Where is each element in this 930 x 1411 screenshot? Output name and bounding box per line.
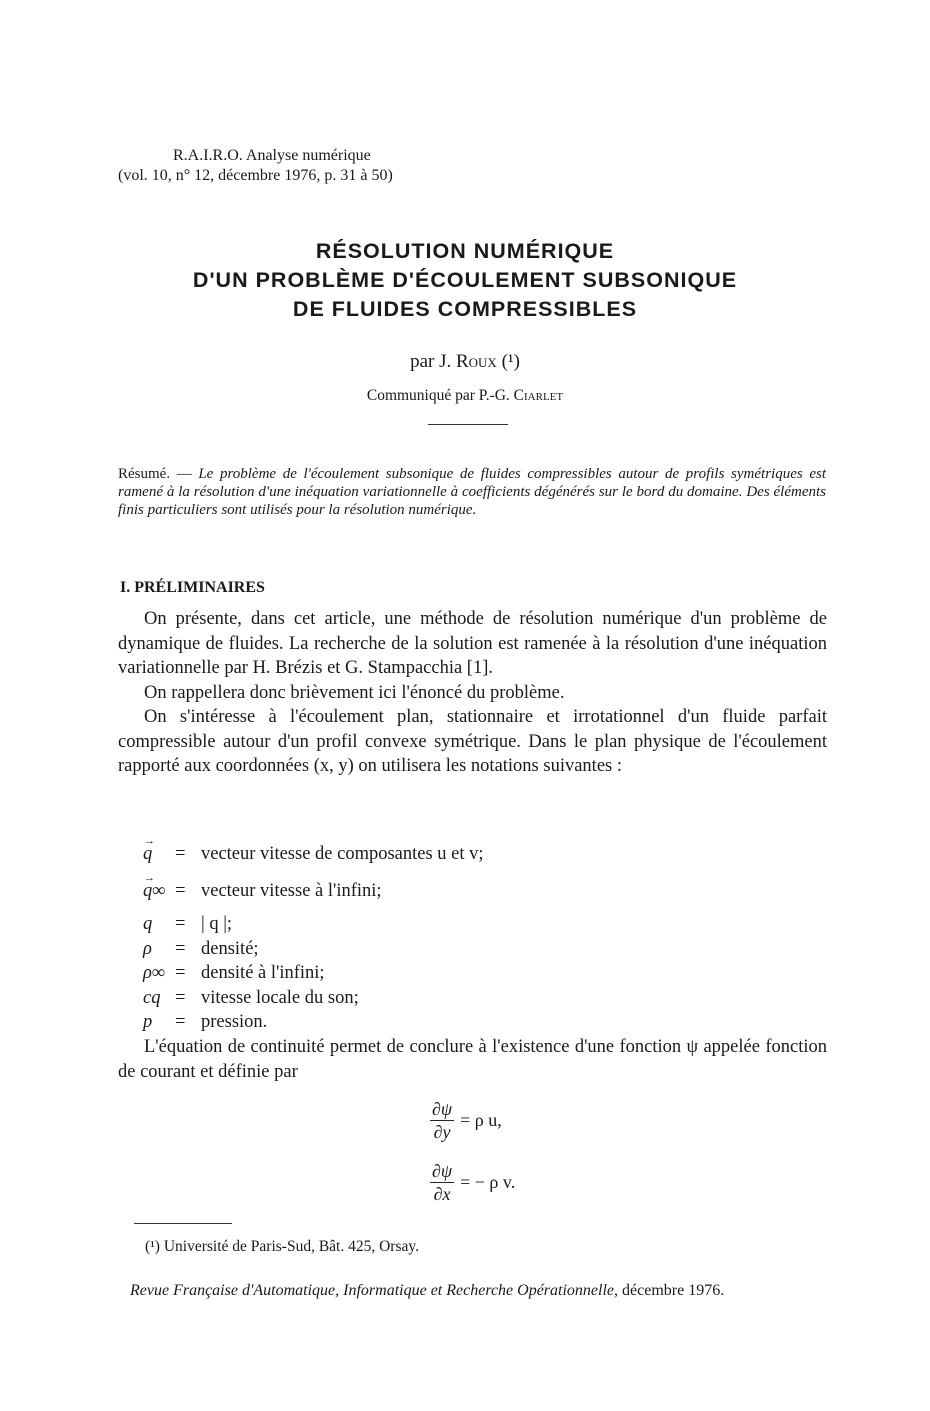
communicated-name: Ciarlet [513, 387, 564, 404]
footer-date: décembre 1976. [618, 1282, 725, 1299]
running-footer [130, 1281, 833, 1301]
footnote: (¹) Université de Paris-Sud, Bât. 425, Orsay. [145, 1238, 419, 1255]
abstract [118, 465, 826, 519]
notation-symbol: ρ [143, 938, 152, 959]
paragraph-4: L'équation de continuité permet de conclure à l'existence d'une fonction ψ appelée fonction de courant et définie par [118, 1037, 827, 1082]
paper-title [0, 237, 930, 324]
paragraph-2: On rappellera donc brièvement ici l'énoncé du problème. [144, 682, 565, 703]
notation-equals: = [175, 1012, 186, 1032]
notation-desc: densité à l'infini; [201, 963, 325, 983]
notation-symbol: p [143, 1012, 153, 1032]
fraction-numerator: ∂ψ [432, 1161, 453, 1181]
footnote-divider [134, 1223, 232, 1224]
notation-desc: densité; [201, 938, 259, 959]
author-name: Roux [455, 351, 497, 372]
paragraph-1: On présente, dans cet article, une méthode de résolution numérique d'un problème de dynamique de fluides. La recherche de la solution est ramenée à la résolution d'une inéquation variationnelle par H. Brézis et G. Stampacchia [1]. [118, 609, 827, 678]
body-text-continued [118, 1035, 827, 1084]
journal-line-1: R.A.I.R.O. Analyse numérique [173, 147, 371, 164]
notation-row [143, 912, 484, 937]
title-line-1: RÉSOLUTION NUMÉRIQUE [315, 239, 615, 263]
notation-desc: vecteur vitesse à l'infini; [201, 881, 382, 901]
equation-fraction [430, 1160, 454, 1205]
title-line-2: D'UN PROBLÈME D'ÉCOULEMENT SUBSONIQUE [192, 268, 738, 292]
author-footnote-mark: (¹) [501, 351, 520, 372]
notation-equals: = [175, 987, 186, 1008]
notation-symbol: → q∞ [143, 879, 175, 912]
notation-desc: | q |; [201, 914, 233, 934]
title-line-3: DE FLUIDES COMPRESSIBLES [292, 297, 638, 321]
author-line [0, 350, 930, 374]
equation-rhs: = − ρ v. [460, 1172, 516, 1192]
notation-equals: = [175, 963, 186, 983]
notation-row [143, 986, 484, 1011]
journal-line-2: (vol. 10, n° 12, décembre 1976, p. 31 à 50) [118, 167, 393, 184]
notation-desc: pression. [201, 1012, 268, 1032]
journal-reference [118, 146, 393, 186]
fraction-numerator: ∂ψ [432, 1099, 453, 1119]
notation-row [143, 961, 484, 986]
notation-equals: = [175, 881, 186, 901]
author-prefix: par J. [410, 351, 456, 372]
notation-row [143, 1010, 484, 1035]
notation-list [143, 838, 484, 1035]
equation-fraction [430, 1098, 454, 1143]
notation-symbol: → q [143, 842, 175, 875]
notation-equals: = [175, 844, 186, 864]
notation-desc: vecteur vitesse de composantes u et v; [201, 844, 484, 864]
abstract-label: Résumé. — [118, 466, 199, 482]
title-divider [428, 424, 508, 425]
footer-journal: Revue Française d'Automatique, Informatique et Recherche Opérationnelle, [130, 1282, 619, 1299]
notation-symbol: cq [143, 987, 161, 1008]
fraction-denominator: ∂y [433, 1122, 451, 1142]
equation-2 [430, 1160, 515, 1205]
abstract-text: Le problème de l'écoulement subsonique de fluides compressibles autour de profils symétriques est ramené à la résolution d'une inéquation variationnelle à coefficients dégénérés sur le bord du domaine. Des éléments finis particuliers sont utilisés pour la résolution numérique. [118, 466, 826, 518]
notation-row [143, 838, 484, 875]
notation-desc: vitesse locale du son; [201, 987, 359, 1008]
communicated-prefix: Communiqué par P.-G. [366, 387, 514, 404]
paragraph-3: On s'intéresse à l'écoulement plan, stationnaire et irrotationnel d'un fluide parfait compressible autour d'un profil convexe symétrique. Dans le plan physique de l'écoulement rapporté aux coordonnées (x, y) on utilisera les notations suivantes : [118, 707, 827, 776]
body-text [118, 607, 827, 779]
notation-symbol: ρ∞ [143, 963, 166, 983]
equation-1 [430, 1098, 502, 1143]
fraction-denominator: ∂x [433, 1184, 451, 1204]
section-heading: I. PRÉLIMINAIRES [120, 579, 265, 596]
communicated-by [0, 386, 930, 406]
notation-row [143, 875, 484, 912]
notation-equals: = [175, 938, 186, 959]
notation-row [143, 937, 484, 962]
notation-symbol: q [143, 914, 153, 934]
notation-equals: = [175, 914, 186, 934]
equation-rhs: = ρ u, [460, 1110, 502, 1130]
